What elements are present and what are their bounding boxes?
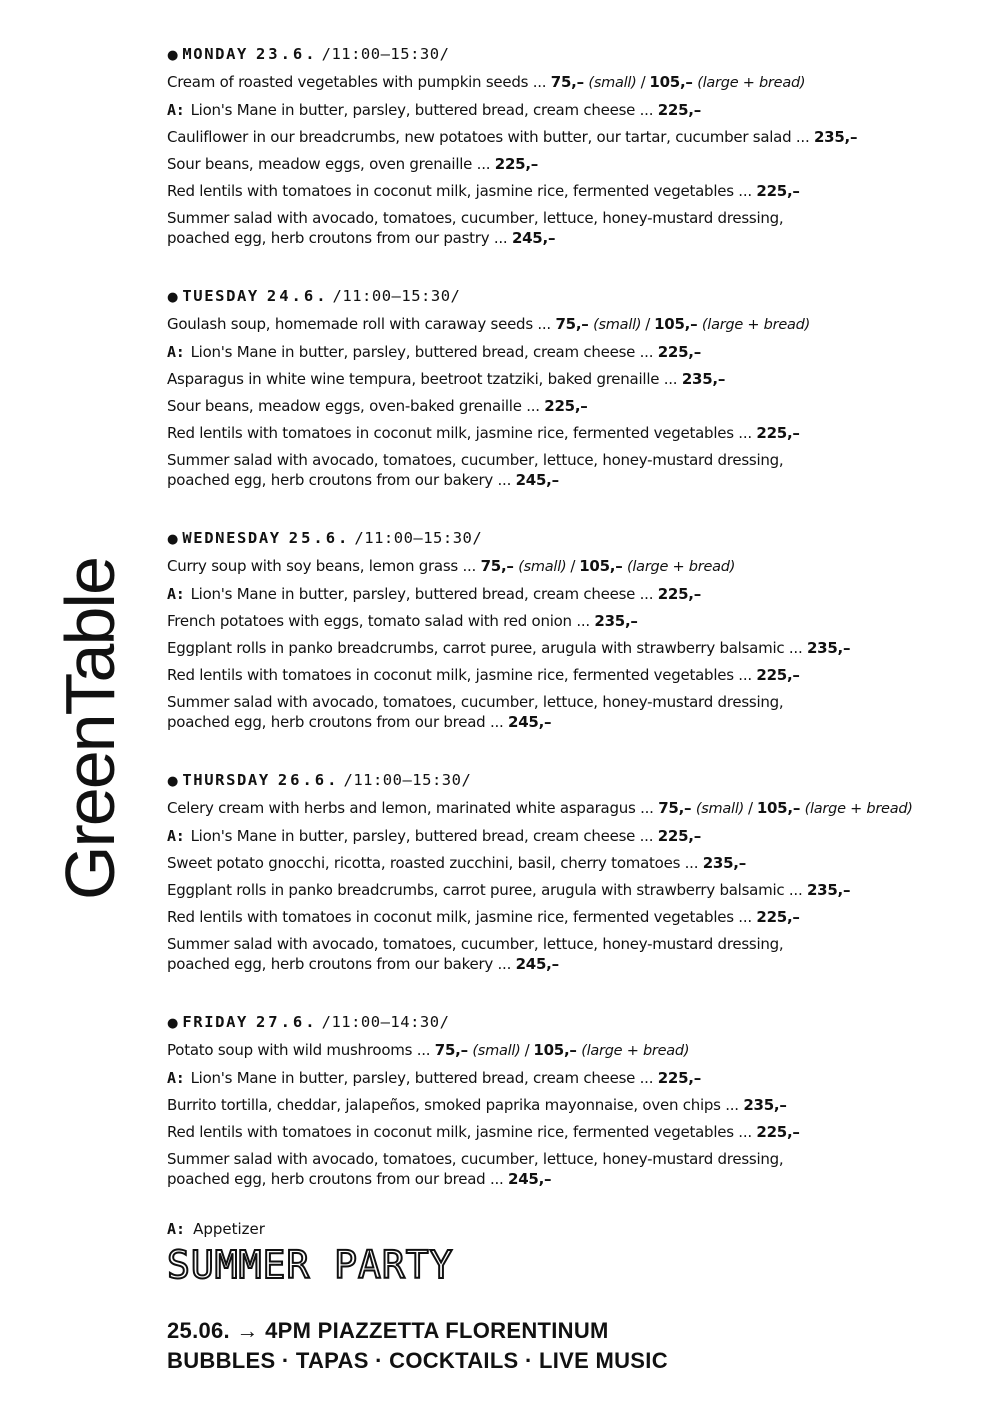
menu-item bbox=[167, 342, 967, 362]
dish-text: Burrito tortilla, cheddar, jalapeños, smoked paprika mayonnaise, oven chips ... bbox=[167, 1096, 739, 1114]
dish-price: 225,– bbox=[756, 1123, 800, 1141]
dish-price: 225,– bbox=[657, 827, 702, 845]
appetizer-mark: A: bbox=[167, 1069, 185, 1087]
day-name: TUESDAY bbox=[182, 287, 259, 305]
dish-price: 225,– bbox=[544, 397, 588, 415]
dish-price-large: 105,– bbox=[649, 73, 693, 91]
dish-text-line2 bbox=[167, 1169, 967, 1189]
day-section bbox=[167, 286, 967, 490]
dish-text-continued: poached egg, herb croutons from our pastry ... bbox=[167, 229, 508, 247]
menu-item bbox=[167, 826, 967, 846]
dish-text: Summer salad with avocado, tomatoes, cucumber, lettuce, honey-mustard dressing, bbox=[167, 209, 784, 227]
day-time: /11:00–14:30/ bbox=[321, 1013, 450, 1031]
dish-text-line2 bbox=[167, 954, 967, 974]
menu-item bbox=[167, 665, 967, 685]
size-note-large: (large + bread) bbox=[627, 559, 736, 575]
dish-text: Sour beans, meadow eggs, oven grenaille ... bbox=[167, 155, 491, 173]
menu-item bbox=[167, 798, 967, 819]
dish-text: Cauliflower in our breadcrumbs, new potatoes with butter, our tartar, cucumber salad ... bbox=[167, 128, 810, 146]
dish-text: Potato soup with wild mushrooms ... bbox=[167, 1041, 431, 1059]
dish-price: 225,– bbox=[657, 585, 702, 603]
size-note-small: (small) bbox=[593, 317, 642, 333]
menu-item bbox=[167, 584, 967, 604]
menu-item bbox=[167, 556, 967, 577]
dish-text: Sweet potato gnocchi, ricotta, roasted zucchini, basil, cherry tomatoes ... bbox=[167, 854, 699, 872]
dish-price: 245,– bbox=[508, 713, 552, 731]
day-header bbox=[167, 1012, 967, 1034]
dish-text: Lion's Mane in butter, parsley, buttered bread, cream cheese ... bbox=[190, 101, 654, 119]
size-note-large: (large + bread) bbox=[581, 1043, 690, 1059]
day-date: 24.6. bbox=[266, 287, 329, 305]
bullet-icon: ● bbox=[167, 774, 179, 789]
dish-text: Asparagus in white wine tempura, beetroot tzatziki, baked grenaille ... bbox=[167, 370, 678, 388]
dish-text: Sour beans, meadow eggs, oven-baked grenaille ... bbox=[167, 397, 540, 415]
legend-text: Appetizer bbox=[193, 1220, 265, 1238]
day-section bbox=[167, 1012, 967, 1189]
dish-text: Lion's Mane in butter, parsley, buttered bread, cream cheese ... bbox=[190, 343, 654, 361]
menu-item bbox=[167, 907, 967, 927]
bullet-icon: ● bbox=[167, 48, 179, 63]
day-name: WEDNESDAY bbox=[182, 529, 281, 547]
dish-text: Summer salad with avocado, tomatoes, cucumber, lettuce, honey-mustard dressing, bbox=[167, 693, 784, 711]
dish-text: Cream of roasted vegetables with pumpkin seeds ... bbox=[167, 73, 547, 91]
dish-price: 225,– bbox=[756, 666, 800, 684]
dish-price: 75,– bbox=[555, 315, 589, 333]
dish-text: Summer salad with avocado, tomatoes, cucumber, lettuce, honey-mustard dressing, bbox=[167, 935, 784, 953]
dish-price: 225,– bbox=[657, 343, 702, 361]
legend-mark: A: bbox=[167, 1220, 186, 1238]
day-section bbox=[167, 770, 967, 974]
menu-item bbox=[167, 314, 967, 335]
menu-item bbox=[167, 1068, 967, 1088]
dish-text-line2 bbox=[167, 228, 967, 248]
brand-logo: GreenTable bbox=[51, 558, 129, 900]
day-name: FRIDAY bbox=[182, 1013, 248, 1031]
dish-price: 75,– bbox=[480, 557, 514, 575]
dish-price-large: 105,– bbox=[756, 799, 801, 817]
appetizer-mark: A: bbox=[167, 827, 185, 845]
dish-text: Lion's Mane in butter, parsley, buttered bread, cream cheese ... bbox=[190, 827, 654, 845]
day-header bbox=[167, 44, 967, 66]
dish-text: Summer salad with avocado, tomatoes, cucumber, lettuce, honey-mustard dressing, bbox=[167, 1150, 784, 1168]
dish-text: Red lentils with tomatoes in coconut milk, jasmine rice, fermented vegetables ... bbox=[167, 424, 752, 442]
dish-text: Celery cream with herbs and lemon, marinated white asparagus ... bbox=[167, 799, 654, 817]
bullet-icon: ● bbox=[167, 1016, 179, 1031]
dish-price: 235,– bbox=[807, 881, 851, 899]
menu-item bbox=[167, 100, 967, 120]
dish-price-large: 105,– bbox=[654, 315, 698, 333]
day-time: /11:00–15:30/ bbox=[321, 45, 450, 63]
dish-text-continued: poached egg, herb croutons from our bakery ... bbox=[167, 471, 512, 489]
day-section bbox=[167, 528, 967, 732]
dish-text-line2 bbox=[167, 470, 967, 490]
dish-text: Red lentils with tomatoes in coconut milk, jasmine rice, fermented vegetables ... bbox=[167, 908, 752, 926]
dish-text: Red lentils with tomatoes in coconut milk, jasmine rice, fermented vegetables ... bbox=[167, 182, 752, 200]
dish-text: Summer salad with avocado, tomatoes, cucumber, lettuce, honey-mustard dressing, bbox=[167, 451, 784, 469]
appetizer-mark: A: bbox=[167, 101, 185, 119]
menu-item bbox=[167, 1122, 967, 1142]
size-note-small: (small) bbox=[588, 75, 637, 91]
size-note-small: (small) bbox=[472, 1043, 521, 1059]
dish-text-continued: poached egg, herb croutons from our bread ... bbox=[167, 713, 504, 731]
dish-text: Lion's Mane in butter, parsley, buttered bread, cream cheese ... bbox=[190, 585, 654, 603]
menu-item bbox=[167, 423, 967, 443]
dish-price: 245,– bbox=[515, 471, 559, 489]
dish-price: 75,– bbox=[550, 73, 584, 91]
bullet-icon: ● bbox=[167, 532, 179, 547]
separator: / bbox=[524, 1041, 530, 1059]
menu-item bbox=[167, 1149, 967, 1189]
dish-price: 235,– bbox=[743, 1096, 787, 1114]
day-time: /11:00–15:30/ bbox=[354, 529, 483, 547]
dish-price: 235,– bbox=[681, 370, 726, 388]
party-highlights: BUBBLES · TAPAS · COCKTAILS · LIVE MUSIC bbox=[167, 1348, 668, 1373]
day-header bbox=[167, 528, 967, 550]
menu-item bbox=[167, 127, 967, 147]
menu-item bbox=[167, 208, 967, 248]
weekly-menu bbox=[167, 44, 967, 1239]
appetizer-mark: A: bbox=[167, 585, 185, 603]
dish-price: 75,– bbox=[658, 799, 692, 817]
menu-item bbox=[167, 853, 967, 873]
dish-text: Curry soup with soy beans, lemon grass ... bbox=[167, 557, 477, 575]
dish-text: Eggplant rolls in panko breadcrumbs, carrot puree, arugula with strawberry balsamic ... bbox=[167, 881, 803, 899]
dish-price: 225,– bbox=[657, 101, 702, 119]
days-container bbox=[167, 44, 967, 1189]
day-time: /11:00–15:30/ bbox=[343, 771, 472, 789]
day-date: 23.6. bbox=[255, 45, 318, 63]
dish-price: 245,– bbox=[515, 955, 559, 973]
party-date-location: 25.06. → 4PM PIAZZETTA FLORENTINUM bbox=[167, 1318, 609, 1343]
menu-item bbox=[167, 396, 967, 416]
dish-text: Eggplant rolls in panko breadcrumbs, carrot puree, arugula with strawberry balsamic ... bbox=[167, 639, 803, 657]
day-name: MONDAY bbox=[182, 45, 248, 63]
dish-text: Goulash soup, homemade roll with caraway seeds ... bbox=[167, 315, 551, 333]
dish-text: French potatoes with eggs, tomato salad with red onion ... bbox=[167, 612, 590, 630]
size-note-large: (large + bread) bbox=[697, 75, 806, 91]
dish-price-large: 105,– bbox=[579, 557, 623, 575]
bullet-icon: ● bbox=[167, 290, 179, 305]
menu-item bbox=[167, 181, 967, 201]
summer-party bbox=[167, 1244, 668, 1376]
dish-text-line2 bbox=[167, 712, 967, 732]
dish-price: 235,– bbox=[594, 612, 638, 630]
dish-price-large: 105,– bbox=[533, 1041, 577, 1059]
day-date: 27.6. bbox=[255, 1013, 318, 1031]
legend bbox=[167, 1219, 967, 1239]
day-header bbox=[167, 286, 967, 308]
dish-price: 225,– bbox=[756, 908, 800, 926]
dish-price: 235,– bbox=[702, 854, 747, 872]
menu-item bbox=[167, 450, 967, 490]
dish-price: 75,– bbox=[434, 1041, 468, 1059]
dish-price: 245,– bbox=[508, 1170, 552, 1188]
appetizer-mark: A: bbox=[167, 343, 185, 361]
size-note-small: (small) bbox=[695, 801, 744, 817]
size-note-large: (large + bread) bbox=[804, 801, 913, 817]
menu-item bbox=[167, 1040, 967, 1061]
separator: / bbox=[570, 557, 576, 575]
dish-price: 245,– bbox=[511, 229, 556, 247]
menu-item bbox=[167, 1095, 967, 1115]
dish-price: 235,– bbox=[807, 639, 851, 657]
separator: / bbox=[645, 315, 651, 333]
day-date: 25.6. bbox=[288, 529, 351, 547]
menu-item bbox=[167, 369, 967, 389]
menu-item bbox=[167, 72, 967, 93]
menu-item bbox=[167, 611, 967, 631]
dish-text-continued: poached egg, herb croutons from our bread ... bbox=[167, 1170, 504, 1188]
dish-price: 225,– bbox=[756, 182, 800, 200]
size-note-large: (large + bread) bbox=[701, 317, 810, 333]
day-section bbox=[167, 44, 967, 248]
menu-item bbox=[167, 638, 967, 658]
size-note-small: (small) bbox=[518, 559, 567, 575]
menu-item bbox=[167, 692, 967, 732]
dish-text-continued: poached egg, herb croutons from our bakery ... bbox=[167, 955, 512, 973]
dish-text: Lion's Mane in butter, parsley, buttered bread, cream cheese ... bbox=[190, 1069, 654, 1087]
separator: / bbox=[748, 799, 753, 817]
day-name: THURSDAY bbox=[182, 771, 270, 789]
day-header bbox=[167, 770, 967, 792]
dish-price: 225,– bbox=[494, 155, 539, 173]
dish-text: Red lentils with tomatoes in coconut milk, jasmine rice, fermented vegetables ... bbox=[167, 1123, 752, 1141]
day-date: 26.6. bbox=[277, 771, 340, 789]
dish-price: 225,– bbox=[756, 424, 800, 442]
menu-item bbox=[167, 154, 967, 174]
dish-price: 235,– bbox=[814, 128, 858, 146]
menu-item bbox=[167, 934, 967, 974]
separator: / bbox=[640, 73, 646, 91]
day-time: /11:00–15:30/ bbox=[332, 287, 461, 305]
dish-price: 225,– bbox=[657, 1069, 702, 1087]
menu-item bbox=[167, 880, 967, 900]
party-title: SUMMER PARTY bbox=[167, 1243, 454, 1287]
dish-text: Red lentils with tomatoes in coconut milk, jasmine rice, fermented vegetables ... bbox=[167, 666, 752, 684]
